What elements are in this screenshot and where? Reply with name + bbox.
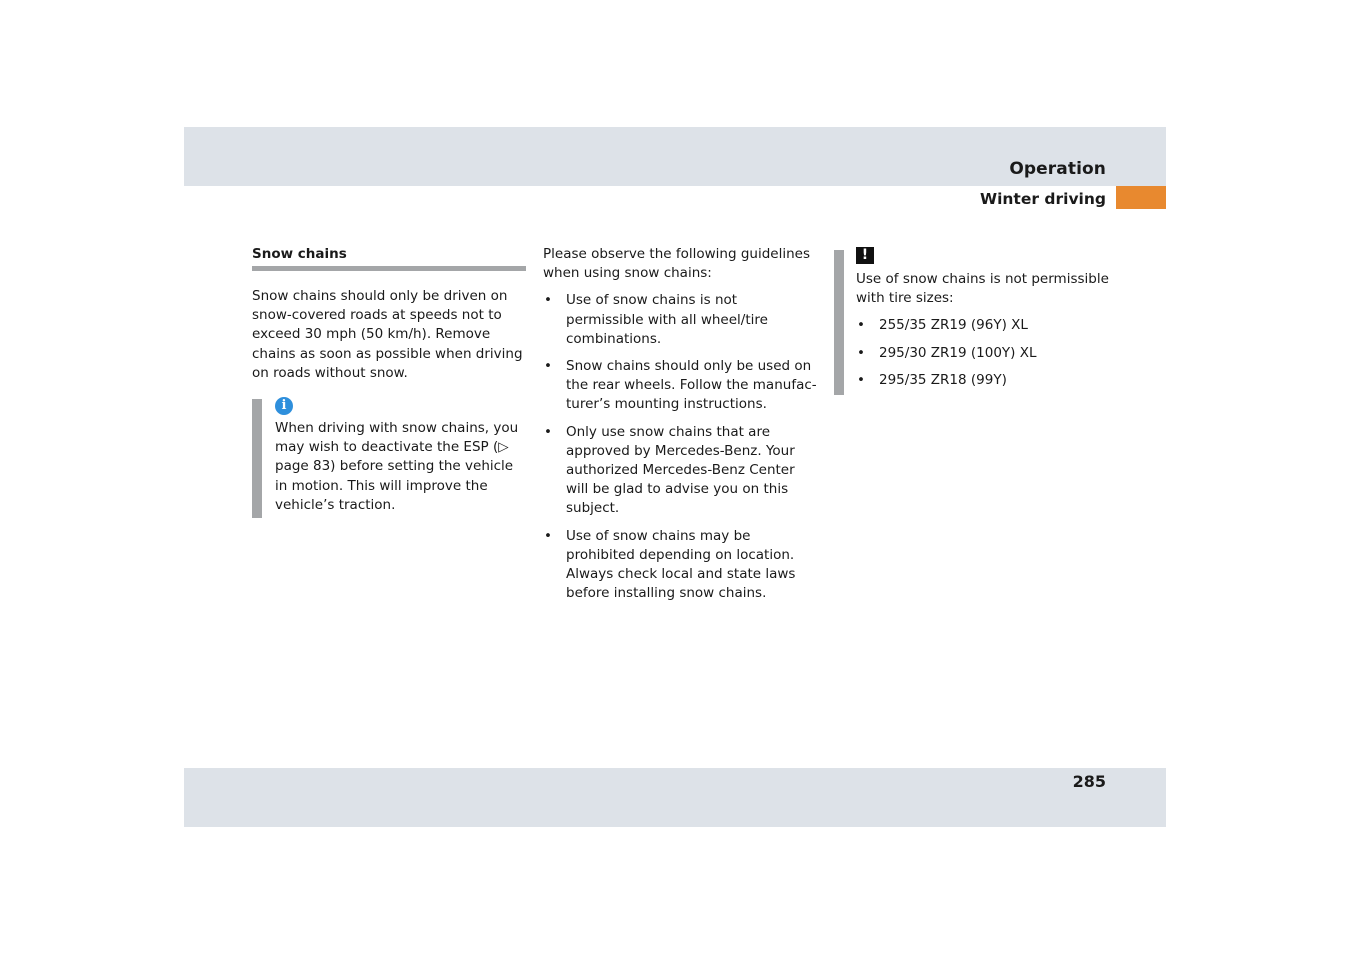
list-item	[543, 357, 818, 415]
column-guidelines	[543, 245, 818, 603]
list-item-text: Only use snow chains that are approved by Mercedes-Benz. Your authorized Mercedes-Benz Center will be glad to advise you on this subject.	[566, 423, 795, 517]
list-item-text: Use of snow chains is not permissible with all wheel/tire combinations.	[566, 292, 768, 347]
guidelines-list	[543, 291, 818, 603]
subsection-title: Winter driving	[979, 190, 1106, 208]
tire-size-list	[856, 316, 1114, 390]
info-note	[252, 397, 526, 515]
warning-intro: Use of snow chains is not permissible with tire sizes:	[856, 271, 1109, 307]
tire-size-text: 255/35 ZR19 (96Y) XL	[879, 317, 1028, 334]
list-item-text: Use of snow chains may be prohibited depending on location. Always check local and state laws before installing snow chains.	[566, 527, 796, 602]
guidelines-intro: Please observe the following guidelines when using snow chains:	[543, 246, 810, 282]
footer-band	[184, 768, 1166, 827]
list-item	[543, 291, 818, 349]
bullet-icon: •	[857, 344, 865, 361]
list-item	[543, 423, 818, 519]
info-icon: i	[275, 397, 293, 415]
bullet-icon: •	[544, 292, 552, 309]
section-tab-marker	[1116, 186, 1166, 209]
tire-size-text: 295/30 ZR19 (100Y) XL	[879, 344, 1037, 361]
column-tire-warning	[834, 247, 1114, 390]
bullet-icon: •	[857, 371, 865, 388]
heading-snow-chains: Snow chains	[252, 245, 526, 271]
warning-bar	[834, 250, 844, 395]
bullet-icon: •	[544, 527, 552, 544]
note-bar	[252, 399, 262, 518]
section-title: Operation	[1009, 159, 1106, 179]
bullet-icon: •	[857, 317, 865, 334]
warning-note	[834, 247, 1114, 390]
list-item	[856, 344, 1114, 363]
info-note-text: When driving with snow chains, you may wish to deactivate the ESP (▷ page 83) before setting the vehicle in motion. This will improve the vehicle’s traction.	[275, 420, 519, 513]
column-snow-chains	[252, 245, 526, 515]
warning-icon: !	[856, 247, 874, 264]
bullet-icon: •	[544, 423, 552, 440]
list-item-text: Snow chains should only be used on the rear wheels. Follow the manufac-turer’s mounting instructions.	[566, 358, 817, 413]
bullet-icon: •	[544, 358, 552, 375]
tire-size-text: 295/35 ZR18 (99Y)	[879, 371, 1007, 388]
list-item	[856, 371, 1114, 390]
list-item	[856, 316, 1114, 335]
page-number: 285	[1072, 772, 1106, 791]
list-item	[543, 527, 818, 604]
paragraph-speed-limit: Snow chains should only be driven on snow-covered roads at speeds not to exceed 30 mph (50 km/h). Remove chains as soon as possible when driving on roads without snow.	[252, 288, 523, 381]
